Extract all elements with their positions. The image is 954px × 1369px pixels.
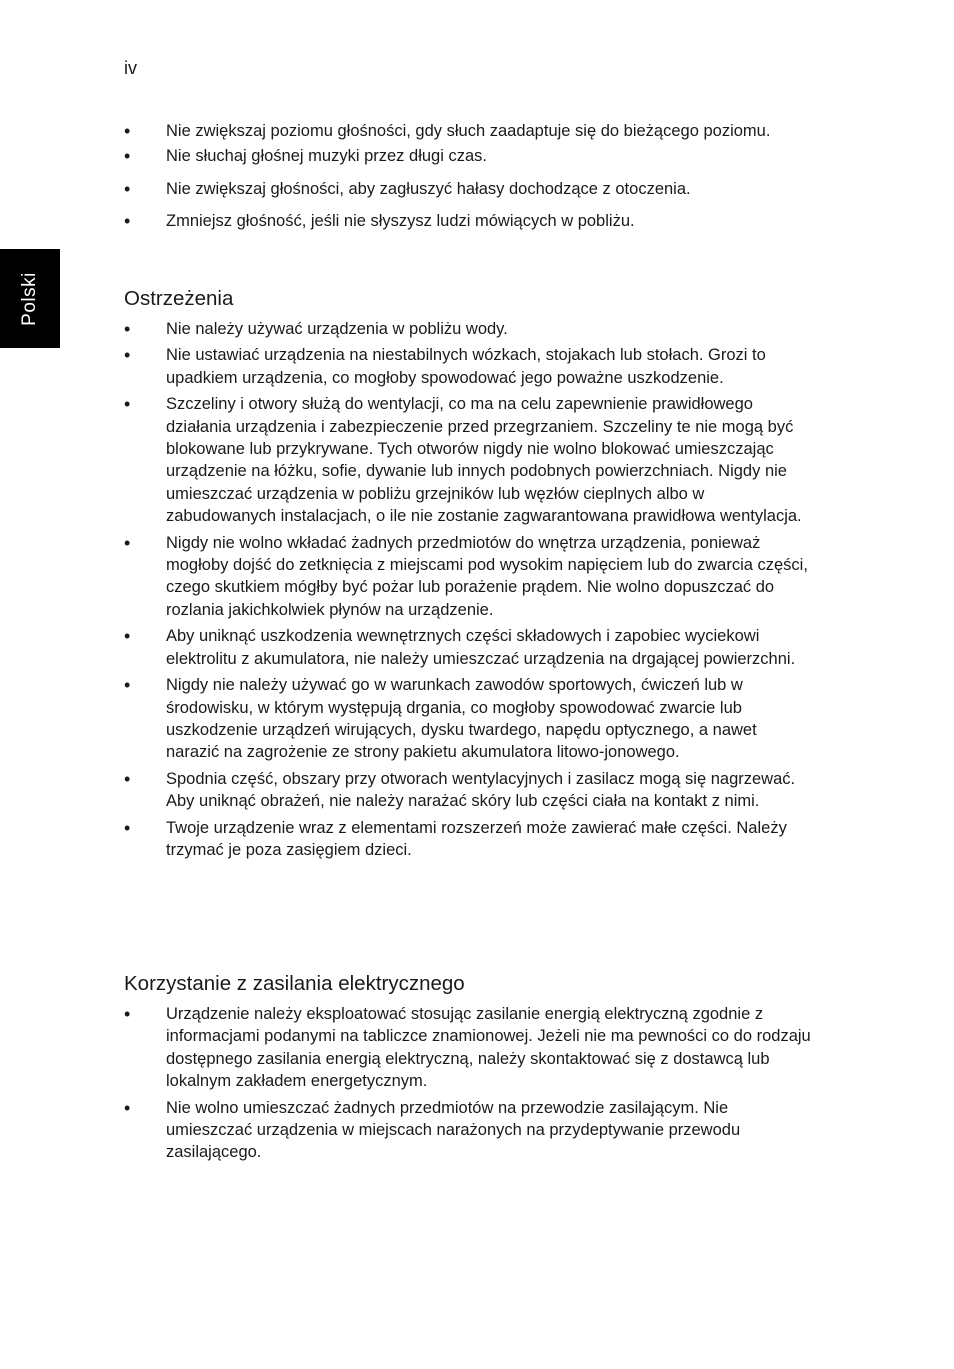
list-item: • Urządzenie należy eksploatować stosując zasilanie energią elektryczną zgodnie z informacjami podanymi na tabliczce znamionowej. Jeżeli nie ma pewności co do rodzaju dostępnego zasilania energią elektryczną, należy skontaktować się z dostawcą lub lokalnym zakładem energetycznym. — [124, 1003, 814, 1093]
list-item: • Nie zwiększaj poziomu głośności, gdy słuch zaadaptuje się do bieżącego poziomu. — [124, 120, 814, 142]
list-item: • Nie słuchaj głośnej muzyki przez długi czas. — [124, 145, 814, 167]
list-item: • Nigdy nie wolno wkładać żadnych przedmiotów do wnętrza urządzenia, ponieważ mogłoby dojść do zetknięcia z miejscami pod wysokim napięciem lub do zwarcia części, czego skutkiem mógłby być pożar lub porażenie prądem. Nie wolno dopuszczać do rozlania jakichkolwiek płynów na urządzenie. — [124, 532, 814, 622]
intro-section — [124, 120, 814, 233]
language-tab-label: Polski — [19, 271, 40, 326]
list-item: • Nie ustawiać urządzenia na niestabilnych wózkach, stojakach lub stołach. Grozi to upadkiem urządzenia, co mogłoby spowodować jego poważne uszkodzenie. — [124, 344, 814, 389]
list-item: • Twoje urządzenie wraz z elementami rozszerzeń może zawierać małe części. Należy trzymać je poza zasięgiem dzieci. — [124, 817, 814, 862]
list-item: • Zmniejsz głośność, jeśli nie słyszysz ludzi mówiących w pobliżu. — [124, 210, 814, 232]
power-list — [124, 1003, 814, 1164]
warnings-section — [124, 286, 814, 861]
list-item: • Nie zwiększaj głośności, aby zagłuszyć hałasy dochodzące z otoczenia. — [124, 178, 814, 200]
section-heading: Ostrzeżenia — [124, 287, 234, 310]
list-item: • Nigdy nie należy używać go w warunkach zawodów sportowych, ćwiczeń lub w środowisku, w którym występują drgania, co mogłoby spowodować zwarcie lub uszkodzenie urządzeń wirujących, dysku twardego, napędu optycznego, a nawet narazić na zagrożenie ze strony pakietu akumulatora litowo-jonowego. — [124, 674, 814, 764]
list-item: • Nie należy używać urządzenia w pobliżu wody. — [124, 318, 814, 340]
warnings-list — [124, 318, 814, 861]
list-item: • Szczeliny i otwory służą do wentylacji, co ma na celu zapewnienie prawidłowego działania urządzenia i zabezpieczenie przed przegrzaniem. Szczeliny te nie mogą być blokowane lub przykrywane. Tych otworów nigdy nie wolno blokować umieszczając urządzenie na łóżku, sofie, dywanie lub innych podobnych powierzchniach. Nigdy nie umieszczać urządzenia w pobliżu grzejników lub węzłów cieplnych albo w zabudowanych instalacjach, o ile nie zostanie zagwarantowana prawidłowa wentylacja. — [124, 393, 814, 527]
list-item: • Spodnia część, obszary przy otworach wentylacyjnych i zasilacz mogą się nagrzewać. Aby uniknąć obrażeń, nie należy narażać skóry lub części ciała na kontakt z nimi. — [124, 768, 814, 813]
page-number: iv — [124, 58, 137, 78]
language-tab — [0, 249, 60, 348]
intro-list — [124, 120, 814, 233]
section-heading: Korzystanie z zasilania elektrycznego — [124, 972, 465, 995]
list-item: • Nie wolno umieszczać żadnych przedmiotów na przewodzie zasilającym. Nie umieszczać urządzenia w miejscach narażonych na przydeptywanie przewodu zasilającego. — [124, 1097, 814, 1164]
power-section — [124, 971, 814, 1164]
list-item: • Aby uniknąć uszkodzenia wewnętrznych części składowych i zapobiec wyciekowi elektrolitu z akumulatora, nie należy umieszczać urządzenia na drgającej powierzchni. — [124, 625, 814, 670]
